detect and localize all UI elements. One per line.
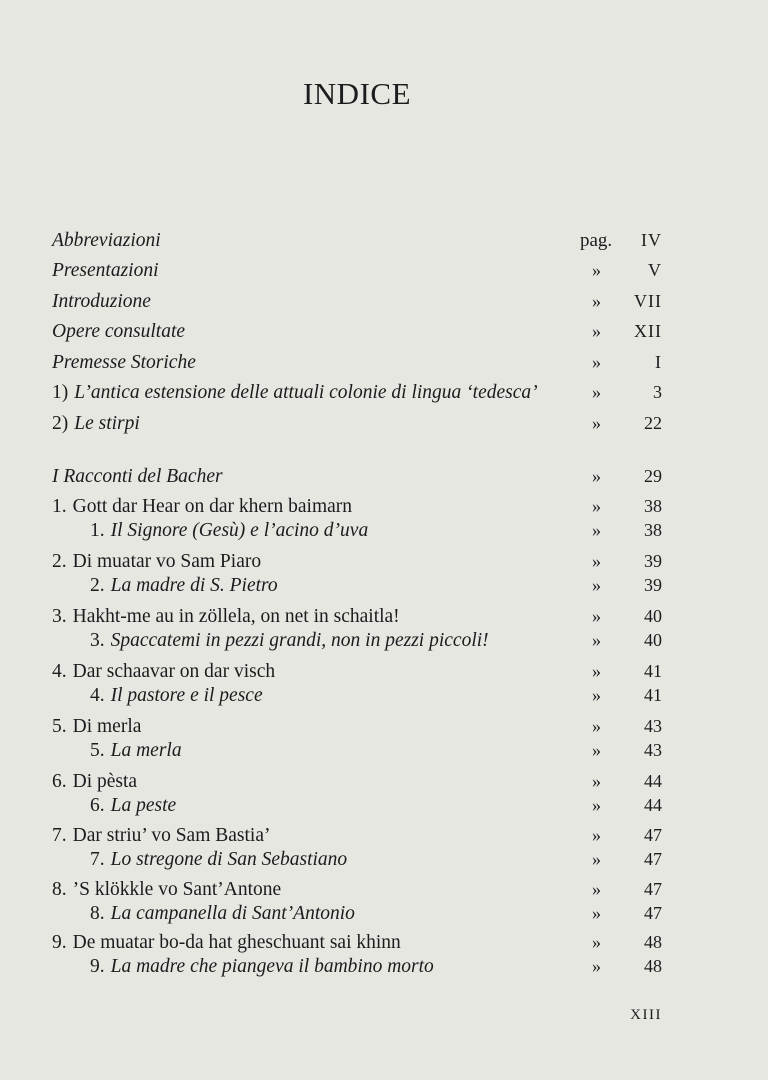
ditto-mark: » — [592, 740, 601, 760]
toc-entry-title: Gott dar Hear on dar khern baimarn — [72, 496, 353, 517]
toc-entry-page: 48 — [644, 956, 662, 976]
ditto-mark: » — [592, 321, 601, 341]
toc-entry-title: Premesse Storiche — [52, 352, 196, 373]
toc-entry-label — [52, 771, 137, 793]
toc-entry-label — [90, 740, 182, 762]
toc-entry-page: 40 — [644, 630, 662, 650]
toc-entry-page: 47 — [644, 903, 662, 923]
toc-entry-page: 38 — [644, 496, 662, 516]
toc-entry-number: 9. — [52, 932, 67, 953]
toc-entry-title: Lo stregone di San Sebastiano — [110, 849, 348, 870]
ditto-mark: » — [592, 956, 601, 976]
toc-entry — [0, 260, 768, 286]
toc-entry-label — [90, 685, 263, 707]
toc-entry — [0, 382, 768, 408]
toc-entry — [0, 825, 768, 851]
page-title: INDICE — [302, 76, 412, 111]
toc-entry-number: 5. — [90, 740, 105, 761]
toc-entry — [0, 291, 768, 317]
toc-entry-label — [90, 575, 278, 597]
toc-entry — [0, 352, 768, 378]
page-folio: XIII — [630, 1007, 662, 1023]
ditto-mark: » — [592, 630, 601, 650]
ditto-mark: » — [592, 260, 601, 280]
toc-entry — [0, 716, 768, 742]
toc-entry — [0, 496, 768, 522]
ditto-mark: » — [592, 413, 601, 433]
toc-entry-number: 1. — [90, 520, 105, 541]
toc-entry-label — [90, 630, 489, 652]
toc-entry — [0, 740, 768, 766]
toc-entry-label — [52, 466, 223, 488]
toc-entry-page: 41 — [644, 661, 662, 681]
toc-entry-page: 44 — [644, 795, 662, 815]
toc-entry-title: Dar striu’ vo Sam Bastia’ — [72, 825, 271, 846]
toc-entry-label — [90, 903, 355, 925]
ditto-mark: » — [592, 849, 601, 869]
toc-entry-page: XII — [634, 321, 662, 341]
toc-entry-number: 4. — [90, 685, 105, 706]
toc-entry-title: Opere consultate — [52, 321, 186, 342]
toc-entry-number: 1. — [52, 496, 67, 517]
toc-entry — [0, 606, 768, 632]
toc-entry — [0, 956, 768, 982]
ditto-mark: » — [592, 466, 601, 486]
toc-entry — [0, 849, 768, 875]
toc-entry-page: 44 — [644, 771, 662, 791]
toc-entry-title: La madre che piangeva il bambino morto — [110, 956, 434, 977]
toc-entry-title: De muatar bo-da hat gheschuant sai khinn — [72, 932, 401, 953]
toc-entry — [0, 520, 768, 546]
toc-entry — [0, 551, 768, 577]
toc-entry-label — [52, 230, 161, 252]
toc-entry — [0, 661, 768, 687]
toc-entry-title: Spaccatemi in pezzi grandi, non in pezzi piccoli! — [110, 630, 489, 651]
toc-entry-number: 6. — [52, 771, 67, 792]
toc-entry-title: Abbreviazioni — [52, 230, 161, 251]
toc-entry-label — [90, 520, 368, 542]
toc-entry-page: 47 — [644, 879, 662, 899]
toc-entry-label — [52, 413, 140, 435]
toc-entry-page: V — [648, 260, 662, 280]
toc-entry-title: Dar schaavar on dar visch — [72, 661, 276, 682]
toc-entry-label — [52, 496, 352, 518]
toc-entry-label — [52, 260, 159, 282]
toc-entry-title: ’S klökkle vo Sant’Antone — [72, 879, 282, 900]
toc-entry-page: IV — [641, 230, 662, 250]
toc-entry-title: I Racconti del Bacher — [52, 466, 223, 487]
toc-entry-page: 39 — [644, 551, 662, 571]
toc-entry-number: 8. — [90, 903, 105, 924]
toc-entry-page: 48 — [644, 932, 662, 952]
toc-entry-number: 8. — [52, 879, 67, 900]
toc-entry-label — [52, 291, 151, 313]
ditto-mark: » — [592, 903, 601, 923]
ditto-mark: » — [592, 825, 601, 845]
toc-entry — [0, 575, 768, 601]
ditto-mark: » — [592, 771, 601, 791]
ditto-mark: » — [592, 382, 601, 402]
toc-entry-title: Hakht-me au in zöllela, on net in schaitla! — [72, 606, 400, 627]
toc-entry — [0, 466, 768, 492]
toc-entry-title: Le stirpi — [74, 413, 140, 434]
ditto-mark: » — [592, 879, 601, 899]
toc-entry-title: Il pastore e il pesce — [110, 685, 263, 706]
toc-entry-label — [52, 551, 261, 573]
ditto-mark: » — [592, 520, 601, 540]
ditto-mark: » — [592, 932, 601, 952]
toc-entry-label — [52, 606, 400, 628]
ditto-mark: » — [592, 795, 601, 815]
toc-entry-title: La merla — [110, 740, 182, 761]
toc-entry-number: 2) — [52, 413, 69, 434]
toc-entry-label — [52, 825, 270, 847]
toc-entry-page: 47 — [644, 825, 662, 845]
toc-entry-label — [52, 716, 141, 738]
toc-entry-title: Introduzione — [52, 291, 151, 312]
toc-entry-page: 39 — [644, 575, 662, 595]
toc-entry-page: 41 — [644, 685, 662, 705]
toc-entry — [0, 879, 768, 905]
toc-entry-page: I — [655, 352, 662, 372]
toc-entry — [0, 321, 768, 347]
toc-entry — [0, 903, 768, 929]
toc-entry-label — [52, 352, 196, 374]
toc-entry-page: 47 — [644, 849, 662, 869]
toc-entry-page: 40 — [644, 606, 662, 626]
toc-entry-title: Presentazioni — [52, 260, 159, 281]
toc-entry-label — [52, 321, 185, 343]
ditto-mark: » — [592, 685, 601, 705]
toc-entry-label — [52, 879, 281, 901]
toc-entry-label — [52, 932, 401, 954]
toc-entry — [0, 795, 768, 821]
toc-entry-number: 1) — [52, 382, 69, 403]
toc-entry-number: 3. — [52, 606, 67, 627]
toc-entry-title: Il Signore (Gesù) e l’acino d’uva — [110, 520, 369, 541]
toc-entry-number: 2. — [52, 551, 67, 572]
toc-entry — [0, 413, 768, 439]
toc-entry-label — [52, 661, 275, 683]
toc-entry-title: L’antica estensione delle attuali colonie di lingua ‘tedesca’ — [74, 382, 538, 403]
toc-entry-page: VII — [634, 291, 662, 311]
toc-entry-number: 5. — [52, 716, 67, 737]
toc-entry — [0, 771, 768, 797]
ditto-mark: » — [592, 575, 601, 595]
ditto-mark: » — [592, 606, 601, 626]
toc-entry-title: Di merla — [72, 716, 142, 737]
ditto-mark: » — [592, 352, 601, 372]
ditto-mark: » — [592, 291, 601, 311]
toc-entry-label — [90, 795, 176, 817]
toc-entry-number: 9. — [90, 956, 105, 977]
toc-entry-number: 4. — [52, 661, 67, 682]
toc-entry — [0, 630, 768, 656]
toc-entry-page: 43 — [644, 716, 662, 736]
ditto-mark: » — [592, 661, 601, 681]
toc-entry-number: 7. — [90, 849, 105, 870]
toc-entry-page: 3 — [653, 382, 662, 402]
toc-entry-number: 3. — [90, 630, 105, 651]
toc-entry-title: Di pèsta — [72, 771, 138, 792]
toc-entry-title: La madre di S. Pietro — [110, 575, 278, 596]
toc-entry-label — [90, 956, 434, 978]
toc-entry-number: 7. — [52, 825, 67, 846]
page-abbreviation: pag. — [580, 230, 613, 251]
toc-entry-title: La campanella di Sant’Antonio — [110, 903, 355, 924]
toc-entry-label — [52, 382, 538, 404]
toc-entry — [0, 932, 768, 958]
toc-entry-number: 2. — [90, 575, 105, 596]
toc-entry-label — [90, 849, 347, 871]
ditto-mark: » — [592, 716, 601, 736]
toc-entry — [0, 685, 768, 711]
toc-entry-page: 43 — [644, 740, 662, 760]
ditto-mark: » — [592, 551, 601, 571]
toc-entry-title: Di muatar vo Sam Piaro — [72, 551, 262, 572]
toc-entry-page: 22 — [644, 413, 662, 433]
toc-entry-title: La peste — [110, 795, 177, 816]
ditto-mark: » — [592, 496, 601, 516]
toc-entry — [0, 230, 768, 256]
toc-entry-number: 6. — [90, 795, 105, 816]
toc-entry-page: 38 — [644, 520, 662, 540]
toc-entry-page: 29 — [644, 466, 662, 486]
